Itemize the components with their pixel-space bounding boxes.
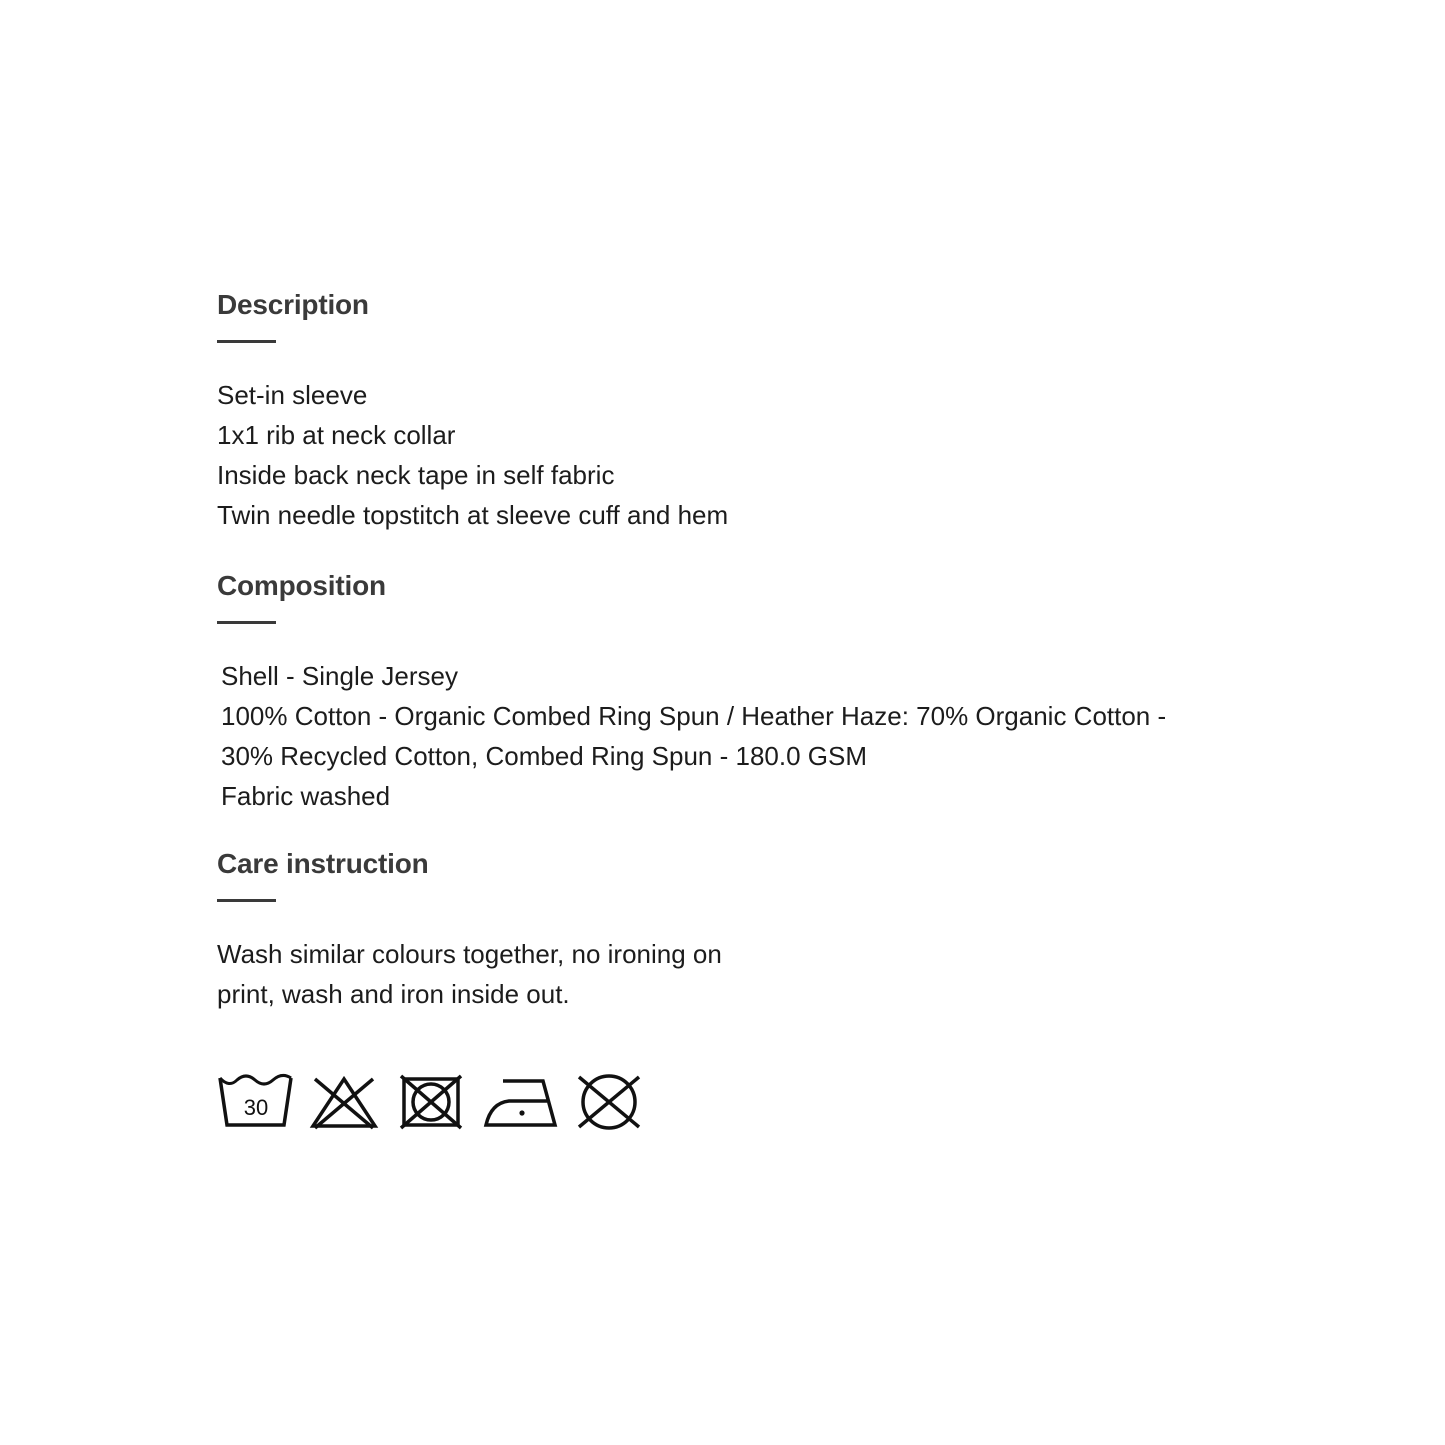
care-line: Wash similar colours together, no ironing on xyxy=(217,939,722,969)
wash-30-icon xyxy=(217,1073,295,1131)
composition-section xyxy=(217,569,1166,816)
description-line: Inside back neck tape in self fabric xyxy=(217,460,615,490)
description-list xyxy=(217,375,728,535)
wash-temperature-label: 30 xyxy=(243,1095,269,1120)
description-section xyxy=(217,288,728,535)
do-not-bleach-icon xyxy=(309,1073,379,1131)
care-text xyxy=(217,934,722,1014)
description-line: Set-in sleeve xyxy=(217,380,368,410)
care-icons-row xyxy=(217,1073,647,1133)
description-line: Twin needle topstitch at sleeve cuff and hem xyxy=(217,500,729,530)
description-line: 1x1 rib at neck collar xyxy=(217,420,456,450)
composition-line: 100% Cotton - Organic Combed Ring Spun / Heather Haze: 70% Organic Cotton - xyxy=(221,701,1167,731)
care-section xyxy=(217,847,722,1014)
care-line: print, wash and iron inside out. xyxy=(217,979,570,1009)
care-heading: Care instruction xyxy=(217,848,429,879)
composition-divider xyxy=(217,621,276,624)
do-not-tumble-dry-icon xyxy=(398,1073,466,1131)
description-heading: Description xyxy=(217,289,369,320)
care-divider xyxy=(217,899,276,902)
composition-heading: Composition xyxy=(217,570,386,601)
composition-line: Fabric washed xyxy=(221,781,391,811)
iron-low-icon xyxy=(483,1073,561,1131)
composition-line: 30% Recycled Cotton, Combed Ring Spun - 180.0 GSM xyxy=(221,741,868,771)
description-divider xyxy=(217,340,276,343)
do-not-dry-clean-icon xyxy=(574,1073,644,1131)
composition-list xyxy=(217,656,1166,816)
composition-line: Shell - Single Jersey xyxy=(221,661,458,691)
